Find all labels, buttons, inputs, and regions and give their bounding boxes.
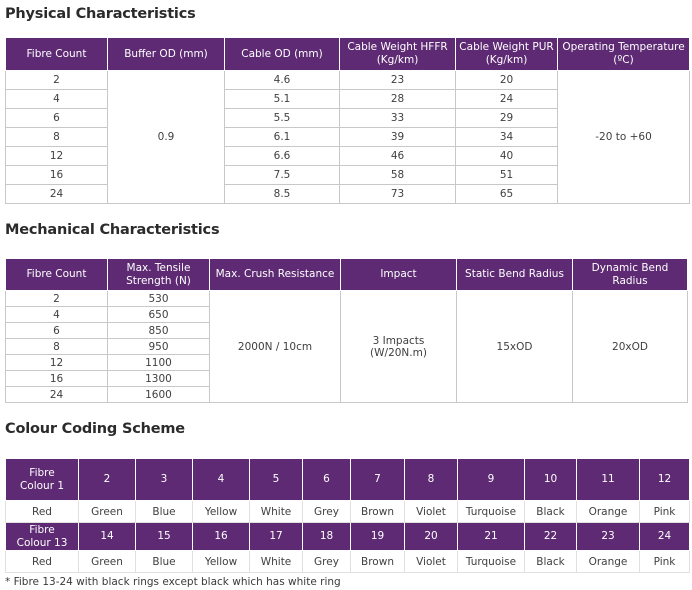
fibre-count-cell: 2 — [6, 291, 108, 307]
colour-name-cell: Turquoise — [458, 551, 525, 573]
fibre-number-cell: 5 — [250, 459, 303, 501]
colour-name-cell: Black — [525, 501, 577, 523]
colour-name-cell: Green — [79, 501, 136, 523]
colour-name-cell: Turquoise — [458, 501, 525, 523]
physical-title: Physical Characteristics — [5, 6, 196, 22]
crush-resistance-cell: 2000N / 10cm — [210, 291, 341, 403]
fibre-number-cell: 16 — [193, 523, 250, 551]
fibre-count-cell: 8 — [6, 339, 108, 355]
tensile-cell: 650 — [108, 307, 210, 323]
weight-pur-cell: 24 — [456, 90, 558, 109]
temperature-cell: -20 to +60 — [558, 71, 690, 204]
fibre-count-cell: 6 — [6, 323, 108, 339]
colour-name-cell: Blue — [136, 501, 193, 523]
table-row — [6, 71, 690, 90]
fibre-number-cell: 8 — [405, 459, 458, 501]
col-header: Dynamic Bend Radius — [573, 259, 688, 291]
buffer-od-cell: 0.9 — [108, 71, 225, 204]
fibre-number-cell: 21 — [458, 523, 525, 551]
footnote: * Fibre 13-24 with black rings except black which has white ring — [5, 576, 341, 588]
weight-pur-cell: 40 — [456, 147, 558, 166]
weight-hffr-cell: 23 — [340, 71, 456, 90]
fibre-number-cell: 17 — [250, 523, 303, 551]
fibre-count-cell: 16 — [6, 371, 108, 387]
fibre-count-cell: 24 — [6, 387, 108, 403]
col-header: Max. Tensile Strength (N) — [108, 259, 210, 291]
colour-name-cell: Violet — [405, 501, 458, 523]
fibre-number-cell: 14 — [79, 523, 136, 551]
colour-name-row-2 — [6, 551, 690, 573]
colour-name-cell: Green — [79, 551, 136, 573]
tensile-cell: 950 — [108, 339, 210, 355]
fibre-count-cell: 2 — [6, 71, 108, 90]
colour-name-cell: Violet — [405, 551, 458, 573]
col-header: Static Bend Radius — [457, 259, 573, 291]
weight-pur-cell: 34 — [456, 128, 558, 147]
col-header: Fibre Count — [6, 38, 108, 71]
fibre-number-cell: 9 — [458, 459, 525, 501]
colour-name-cell: Red — [6, 501, 79, 523]
colour-number-row-2 — [6, 523, 690, 551]
tensile-cell: 850 — [108, 323, 210, 339]
colour-title: Colour Coding Scheme — [5, 421, 185, 437]
tensile-cell: 1300 — [108, 371, 210, 387]
colour-name-cell: Orange — [577, 551, 640, 573]
fibre-count-cell: 4 — [6, 90, 108, 109]
colour-name-cell: Pink — [640, 501, 690, 523]
mechanical-table — [5, 258, 688, 403]
fibre-number-cell: 10 — [525, 459, 577, 501]
tensile-cell: 530 — [108, 291, 210, 307]
colour-name-cell: Red — [6, 551, 79, 573]
fibre-number-cell: 2 — [79, 459, 136, 501]
col-header: Operating Temperature (ºC) — [558, 38, 690, 71]
fibre-colour-13-header — [6, 523, 79, 551]
fibre-number-cell: 4 — [193, 459, 250, 501]
colour-name-cell: Orange — [577, 501, 640, 523]
cable-od-cell: 4.6 — [225, 71, 340, 90]
static-bend-cell: 15xOD — [457, 291, 573, 403]
col-header: Buffer OD (mm) — [108, 38, 225, 71]
colour-name-cell: Yellow — [193, 551, 250, 573]
header-line: Colour 13 — [16, 536, 68, 549]
colour-name-cell: Blue — [136, 551, 193, 573]
weight-hffr-cell: 58 — [340, 166, 456, 185]
cable-od-cell: 6.6 — [225, 147, 340, 166]
cable-od-cell: 6.1 — [225, 128, 340, 147]
fibre-count-cell: 12 — [6, 147, 108, 166]
weight-pur-cell: 51 — [456, 166, 558, 185]
colour-name-cell: Grey — [303, 501, 351, 523]
weight-hffr-cell: 73 — [340, 185, 456, 204]
fibre-number-cell: 18 — [303, 523, 351, 551]
fibre-number-cell: 23 — [577, 523, 640, 551]
col-header: Impact — [341, 259, 457, 291]
colour-number-row-1 — [6, 459, 690, 501]
colour-name-cell: Brown — [351, 551, 405, 573]
colour-name-row-1 — [6, 501, 690, 523]
weight-hffr-cell: 39 — [340, 128, 456, 147]
colour-name-cell: Grey — [303, 551, 351, 573]
colour-name-cell: White — [250, 501, 303, 523]
cable-od-cell: 8.5 — [225, 185, 340, 204]
colour-table — [5, 458, 690, 573]
colour-name-cell: Yellow — [193, 501, 250, 523]
colour-name-cell: Brown — [351, 501, 405, 523]
fibre-number-cell: 7 — [351, 459, 405, 501]
mechanical-title: Mechanical Characteristics — [5, 222, 220, 238]
fibre-number-cell: 24 — [640, 523, 690, 551]
cable-od-cell: 5.5 — [225, 109, 340, 128]
dynamic-bend-cell: 20xOD — [573, 291, 688, 403]
weight-hffr-cell: 33 — [340, 109, 456, 128]
fibre-colour-1-header — [6, 459, 79, 501]
col-header: Max. Crush Resistance — [210, 259, 341, 291]
weight-pur-cell: 20 — [456, 71, 558, 90]
fibre-number-cell: 11 — [577, 459, 640, 501]
weight-hffr-cell: 46 — [340, 147, 456, 166]
header-line: Fibre — [29, 523, 55, 536]
colour-name-cell: Black — [525, 551, 577, 573]
impact-line-2: (W/20N.m) — [370, 346, 427, 359]
fibre-count-cell: 12 — [6, 355, 108, 371]
col-header: Cable Weight PUR (Kg/km) — [456, 38, 558, 71]
physical-table — [5, 37, 690, 204]
fibre-number-cell: 20 — [405, 523, 458, 551]
table-row — [6, 291, 688, 307]
fibre-number-cell: 6 — [303, 459, 351, 501]
fibre-count-cell: 24 — [6, 185, 108, 204]
cable-od-cell: 5.1 — [225, 90, 340, 109]
fibre-count-cell: 16 — [6, 166, 108, 185]
impact-line-1: 3 Impacts — [372, 334, 425, 347]
physical-header-row — [6, 38, 690, 71]
weight-hffr-cell: 28 — [340, 90, 456, 109]
fibre-number-cell: 12 — [640, 459, 690, 501]
header-line: Fibre — [29, 466, 55, 479]
fibre-count-cell: 4 — [6, 307, 108, 323]
col-header: Cable Weight HFFR (Kg/km) — [340, 38, 456, 71]
fibre-number-cell: 19 — [351, 523, 405, 551]
mechanical-header-row — [6, 259, 688, 291]
col-header: Fibre Count — [6, 259, 108, 291]
fibre-count-cell: 8 — [6, 128, 108, 147]
impact-cell — [341, 291, 457, 403]
colour-name-cell: White — [250, 551, 303, 573]
fibre-number-cell: 15 — [136, 523, 193, 551]
header-line: Colour 1 — [19, 479, 65, 492]
tensile-cell: 1100 — [108, 355, 210, 371]
fibre-number-cell: 3 — [136, 459, 193, 501]
fibre-number-cell: 22 — [525, 523, 577, 551]
cable-od-cell: 7.5 — [225, 166, 340, 185]
colour-name-cell: Pink — [640, 551, 690, 573]
fibre-count-cell: 6 — [6, 109, 108, 128]
weight-pur-cell: 29 — [456, 109, 558, 128]
weight-pur-cell: 65 — [456, 185, 558, 204]
col-header: Cable OD (mm) — [225, 38, 340, 71]
tensile-cell: 1600 — [108, 387, 210, 403]
